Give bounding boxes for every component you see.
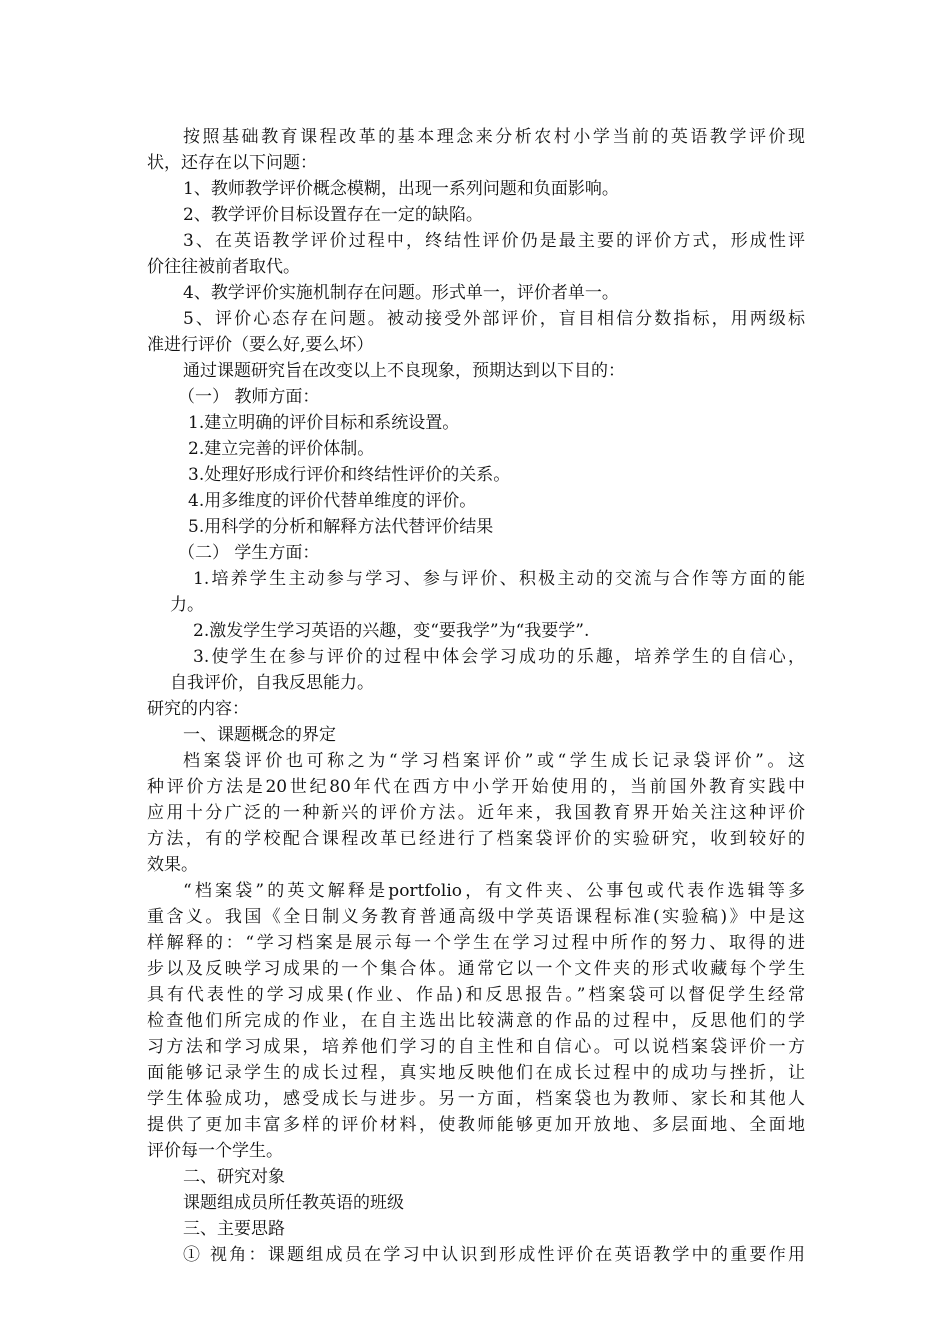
text-line: 应用十分广泛的一种新兴的评价方法。近年来，我国教育界开始关注这种评价	[147, 803, 805, 823]
text-line: 面能够记录学生的成长过程，真实地反映他们在成长过程中的成功与挫折，让	[147, 1063, 805, 1083]
text-line: “档案袋”的英文解释是portfolio，有文件夹、公事包或代表作选辑等多	[183, 881, 805, 901]
list-item: 3.使学生在参与评价的过程中体会学习成功的乐趣，培养学生的自信心，	[193, 647, 805, 667]
text-line: 自我评价，自我反思能力。	[170, 673, 374, 693]
text-line: 通过课题研究旨在改变以上不良现象，预期达到以下目的：	[183, 361, 625, 381]
text-line: 习方法和学习成果，培养他们学习的自主性和自信心。可以说档案袋评价一方	[147, 1037, 805, 1057]
text-line: 4、教学评价实施机制存在问题。形式单一，评价者单一。	[183, 283, 619, 303]
text-line: 状，还存在以下问题：	[147, 153, 317, 173]
text-line: 方法，有的学校配合课程改革已经进行了档案袋评价的实验研究，收到较好的	[147, 829, 805, 849]
text-line: 效果。	[147, 855, 198, 875]
section-heading: 一、课题概念的界定	[183, 725, 336, 745]
list-item: 1.建立明确的评价目标和系统设置。	[188, 413, 460, 433]
text-line: ① 视角：课题组成员在学习中认识到形成性评价在英语教学中的重要作用	[183, 1245, 805, 1265]
text-line: 2、教学评价目标设置存在一定的缺陷。	[183, 205, 483, 225]
text-line: 提供了更加丰富多样的评价材料，使教师能够更加开放地、多层面地、全面地	[147, 1115, 805, 1135]
text-line: 具有代表性的学习成果(作业、作品)和反思报告。”档案袋可以督促学生经常	[147, 985, 805, 1005]
list-item: 4.用多维度的评价代替单维度的评价。	[188, 491, 477, 511]
list-item: 2.激发学生学习英语的兴趣，变“要我学”为“我要学”.	[193, 621, 590, 641]
text-line: 评价每一个学生。	[147, 1141, 283, 1161]
text-line: 1、教师教学评价概念模糊，出现一系列问题和负面影响。	[183, 179, 619, 199]
text-line: 按照基础教育课程改革的基本理念来分析农村小学当前的英语教学评价现	[183, 127, 805, 147]
text-line: 种评价方法是20世纪80年代在西方中小学开始使用的，当前国外教育实践中	[147, 777, 805, 797]
text-line: 3、在英语教学评价过程中，终结性评价仍是最主要的评价方式，形成性评	[183, 231, 805, 251]
section-heading: 二、研究对象	[183, 1167, 285, 1187]
text-line: 学生体验成功，感受成长与进步。另一方面，档案袋也为教师、家长和其他人	[147, 1089, 805, 1109]
section-heading: （二） 学生方面：	[178, 543, 320, 563]
section-heading: 三、主要思路	[183, 1219, 285, 1239]
list-item: 1.培养学生主动参与学习、参与评价、积极主动的交流与合作等方面的能	[193, 569, 805, 589]
text-line: 样解释的：“学习档案是展示每一个学生在学习过程中所作的努力、取得的进	[147, 933, 805, 953]
text-line: 价往往被前者取代。	[147, 257, 300, 277]
text-line: 5、评价心态存在问题。被动接受外部评价，盲目相信分数指标，用两级标	[183, 309, 805, 329]
text-line: 步以及反映学习成果的一个集合体。通常它以一个文件夹的形式收藏每个学生	[147, 959, 805, 979]
list-item: 2.建立完善的评价体制。	[188, 439, 375, 459]
text-line: 课题组成员所任教英语的班级	[183, 1193, 404, 1213]
text-line: 力。	[170, 595, 204, 615]
section-heading: （一） 教师方面：	[178, 387, 320, 407]
text-line: 档案袋评价也可称之为“学习档案评价”或“学生成长记录袋评价”。这	[183, 751, 805, 771]
text-line: 重含义。我国《全日制义务教育普通高级中学英语课程标准(实验稿)》中是这	[147, 907, 805, 927]
section-heading: 研究的内容：	[147, 699, 249, 719]
text-line: 准进行评价（要么好,要么坏）	[147, 335, 374, 355]
list-item: 3.处理好形成行评价和终结性评价的关系。	[188, 465, 511, 485]
text-line: 检查他们所完成的作业，在自主选出比较满意的作品的过程中，反思他们的学	[147, 1011, 805, 1031]
list-item: 5.用科学的分析和解释方法代替评价结果	[188, 517, 494, 537]
